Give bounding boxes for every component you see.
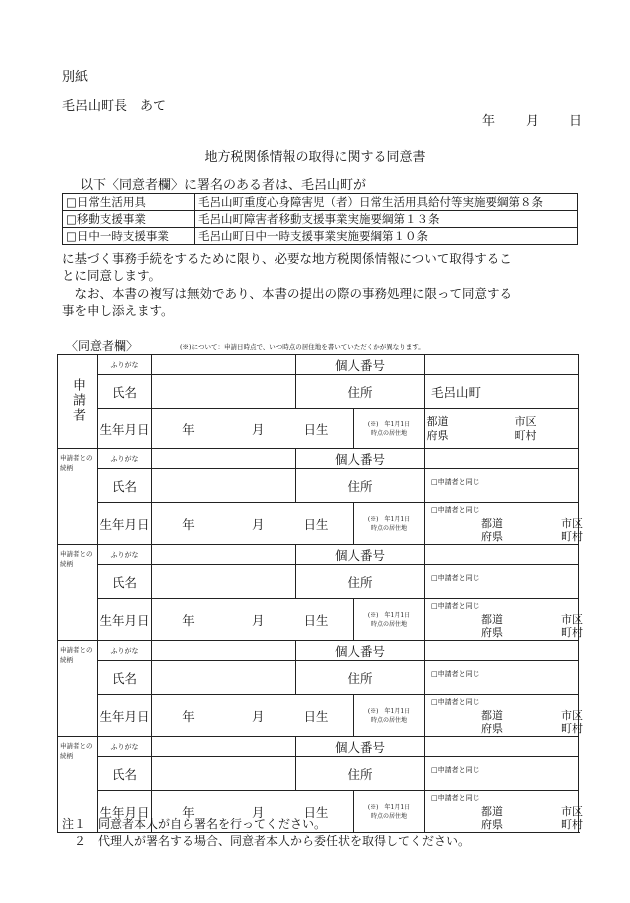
body-text-1: に基づく事務手続をするために限り、必要な地方税関係情報について取得するこ (62, 251, 512, 266)
furigana-input[interactable] (152, 355, 296, 375)
birth-label: 生年月日 (98, 409, 152, 449)
month-unit: 月 (251, 708, 265, 724)
purpose-basis: 毛呂山町日中一時支援事業実施要綱第１０条 (195, 228, 578, 245)
to-do-label: 都道 (481, 613, 504, 626)
fu-ken-label: 府県 (481, 818, 504, 831)
member-name-row (58, 661, 579, 695)
same-as-applicant-checkbox[interactable]: □申請者と同じ (431, 670, 480, 678)
same-as-applicant-checkbox[interactable]: □申請者と同じ (431, 574, 480, 582)
address-label: 住所 (296, 757, 425, 791)
year-unit: 年 (182, 421, 195, 437)
day-unit: 日生 (303, 612, 329, 628)
shi-ku-label: 市区 (561, 517, 584, 530)
date-year: 年 (482, 114, 496, 129)
mynumber-input[interactable] (425, 449, 579, 469)
furigana-input[interactable] (152, 737, 296, 757)
document-title: 地方税関係情報の取得に関する同意書 (204, 150, 426, 165)
applicant-birth-row (58, 409, 579, 449)
address-input[interactable] (425, 661, 579, 695)
residence-input[interactable] (425, 599, 584, 641)
prefecture-city-labels (427, 413, 577, 441)
mynumber-label: 個人番号 (296, 737, 425, 757)
residence-mark: (※) 年1月1日 (367, 420, 411, 428)
date-day: 日 (569, 114, 583, 129)
year-unit: 年 (182, 804, 195, 820)
member-name-row (58, 469, 579, 503)
address-label: 住所 (296, 469, 425, 503)
year-unit: 年 (182, 516, 195, 532)
furigana-label: ふりがな (98, 737, 152, 757)
mynumber-label: 個人番号 (296, 355, 425, 375)
residence-sub: 時点の居住地 (371, 716, 408, 724)
member-furigana-row (58, 449, 579, 469)
applicant-label: 申請者 (70, 377, 85, 423)
consent-note: (※)について：申請日時点で、いつ時点の居住地を書いていただくかが異なります。 (180, 343, 425, 351)
member-furigana-row (58, 545, 579, 565)
birth-input[interactable] (152, 503, 354, 545)
shi-ku-label: 市区 (561, 613, 584, 626)
member-birth-row (58, 503, 579, 545)
to-do-label: 都道 (481, 709, 504, 722)
mynumber-input[interactable] (425, 737, 579, 757)
applicant-furigana-row (58, 355, 579, 375)
fu-ken-label: 府県 (481, 530, 504, 543)
address-label: 住所 (296, 375, 425, 409)
name-label: 氏名 (98, 469, 152, 503)
residence-label (354, 503, 425, 545)
name-input[interactable] (152, 565, 296, 599)
purpose-name: □日中一時支援事業 (63, 228, 195, 245)
note-1: 注１ 同意者本人が自ら署名を行ってください。 (62, 817, 327, 831)
name-label: 氏名 (98, 565, 152, 599)
residence-sub: 時点の居住地 (371, 620, 408, 628)
furigana-input[interactable] (152, 545, 296, 565)
name-input[interactable] (152, 757, 296, 791)
consent-heading: 〈同意者欄〉 (66, 339, 139, 353)
residence-label (354, 695, 425, 737)
addressee: 毛呂山町長 あて (62, 99, 167, 114)
residence-input[interactable] (425, 791, 584, 833)
residence-label (354, 599, 425, 641)
year-unit: 年 (182, 708, 195, 724)
name-input[interactable] (152, 469, 296, 503)
residence-label (354, 409, 425, 449)
residence-mark: (※) 年1月1日 (367, 611, 411, 619)
address-label: 住所 (296, 661, 425, 695)
purpose-name: □日常生活用具 (63, 194, 195, 211)
mynumber-label: 個人番号 (296, 641, 425, 661)
birth-input[interactable] (152, 599, 354, 641)
body-text-4: 事を申し添えます。 (62, 303, 174, 318)
member-furigana-row (58, 641, 579, 661)
relation-cell[interactable] (58, 641, 98, 737)
name-input[interactable] (152, 375, 296, 409)
mynumber-input[interactable] (425, 545, 579, 565)
mynumber-label: 個人番号 (296, 449, 425, 469)
residence-mark: (※) 年1月1日 (367, 803, 411, 811)
furigana-input[interactable] (152, 641, 296, 661)
residence-sub: 時点の居住地 (371, 812, 408, 820)
shi-ku-label: 市区 (514, 415, 537, 428)
cho-son-label: 町村 (561, 626, 584, 639)
same-as-applicant-checkbox[interactable]: □申請者と同じ (431, 698, 480, 706)
applicant-name-row (58, 375, 579, 409)
purpose-name: □移動支援事業 (63, 211, 195, 228)
birth-label: 生年月日 (98, 791, 152, 833)
shi-ku-label: 市区 (561, 805, 584, 818)
year-unit: 年 (182, 612, 195, 628)
birth-label: 生年月日 (98, 503, 152, 545)
fu-ken-label: 府県 (481, 626, 504, 639)
furigana-label: ふりがな (98, 449, 152, 469)
member-furigana-row (58, 737, 579, 757)
name-label: 氏名 (98, 757, 152, 791)
body-text-2: とに同意します。 (62, 268, 162, 283)
relation-label: 申請者との続柄 (60, 550, 93, 568)
member-birth-row (58, 695, 579, 737)
residence-input[interactable] (425, 695, 584, 737)
cho-son-label: 町村 (561, 818, 584, 831)
member-name-row (58, 757, 579, 791)
purpose-table (62, 193, 578, 245)
furigana-label: ふりがな (98, 355, 152, 375)
residence-input[interactable] (425, 503, 584, 545)
name-label: 氏名 (98, 661, 152, 695)
prefecture-city-labels (481, 803, 630, 829)
relation-label: 申請者との続柄 (60, 742, 93, 760)
intro-text: 以下〈同意者欄〉に署名のある者は、毛呂山町が (80, 178, 367, 193)
residence-input[interactable] (425, 409, 579, 449)
purpose-row (63, 211, 578, 228)
fu-ken-label: 府県 (481, 722, 504, 735)
name-label: 氏名 (98, 375, 152, 409)
same-as-applicant-checkbox[interactable]: □申請者と同じ (431, 766, 480, 774)
furigana-input[interactable] (152, 449, 296, 469)
shi-ku-label: 市区 (561, 709, 584, 722)
body-text-3: なお、本書の複写は無効であり、本書の提出の際の事務処理に限って同意する (62, 286, 513, 301)
address-label: 住所 (296, 565, 425, 599)
residence-mark: (※) 年1月1日 (367, 707, 411, 715)
same-as-applicant-checkbox[interactable]: □申請者と同じ (431, 506, 480, 514)
day-unit: 日生 (303, 708, 329, 724)
fu-ken-label: 府県 (426, 429, 449, 442)
day-unit: 日生 (303, 516, 329, 532)
relation-label: 申請者との続柄 (60, 454, 93, 472)
month-unit: 月 (251, 421, 265, 437)
purpose-basis: 毛呂山町重度心身障害児（者）日常生活用具給付等実施要綱第８条 (195, 194, 578, 211)
attachment-label: 別紙 (62, 70, 89, 85)
residence-label (354, 791, 425, 833)
day-unit: 日生 (303, 804, 329, 820)
same-as-applicant-checkbox[interactable]: □申請者と同じ (431, 794, 480, 802)
purpose-basis: 毛呂山町障害者移動支援事業実施要綱第１３条 (195, 211, 578, 228)
prefecture-city-labels (481, 611, 630, 637)
furigana-label: ふりがな (98, 641, 152, 661)
residence-sub: 時点の居住地 (371, 429, 408, 437)
relation-cell[interactable] (58, 545, 98, 641)
purpose-row (63, 228, 578, 245)
residence-sub: 時点の居住地 (371, 524, 408, 532)
month-unit: 月 (251, 804, 265, 820)
cho-son-label: 町村 (561, 722, 584, 735)
birth-label: 生年月日 (98, 695, 152, 737)
cho-son-label: 町村 (514, 429, 537, 442)
to-do-label: 都道 (481, 805, 504, 818)
relation-label: 申請者との続柄 (60, 646, 93, 664)
mynumber-input[interactable] (425, 355, 579, 375)
relation-cell[interactable] (58, 449, 98, 545)
date-month: 月 (526, 114, 540, 129)
birth-input[interactable] (152, 409, 354, 449)
day-unit: 日生 (303, 421, 329, 437)
purpose-row (63, 194, 578, 211)
month-unit: 月 (251, 612, 265, 628)
cho-son-label: 町村 (561, 530, 584, 543)
to-do-label: 都道 (426, 415, 449, 428)
address-input[interactable] (425, 565, 579, 599)
name-input[interactable] (152, 661, 296, 695)
prefecture-city-labels (481, 707, 630, 733)
same-as-applicant-checkbox[interactable]: □申請者と同じ (431, 602, 480, 610)
prefecture-city-labels (481, 515, 630, 541)
birth-input[interactable] (152, 695, 354, 737)
address-input[interactable] (425, 757, 579, 791)
mynumber-input[interactable] (425, 641, 579, 661)
note-2: ２ 代理人が署名する場合、同意者本人から委任状を取得してください。 (62, 834, 471, 848)
month-unit: 月 (251, 516, 265, 532)
applicant-label-cell (58, 355, 98, 449)
residence-mark: (※) 年1月1日 (367, 515, 411, 523)
address-input[interactable] (425, 469, 579, 503)
furigana-label: ふりがな (98, 545, 152, 565)
consent-table (57, 354, 584, 833)
member-birth-row (58, 599, 579, 641)
same-as-applicant-checkbox[interactable]: □申請者と同じ (431, 478, 480, 486)
birth-label: 生年月日 (98, 599, 152, 641)
to-do-label: 都道 (481, 517, 504, 530)
member-name-row (58, 565, 579, 599)
applicant-address[interactable]: 毛呂山町 (425, 375, 579, 409)
mynumber-label: 個人番号 (296, 545, 425, 565)
